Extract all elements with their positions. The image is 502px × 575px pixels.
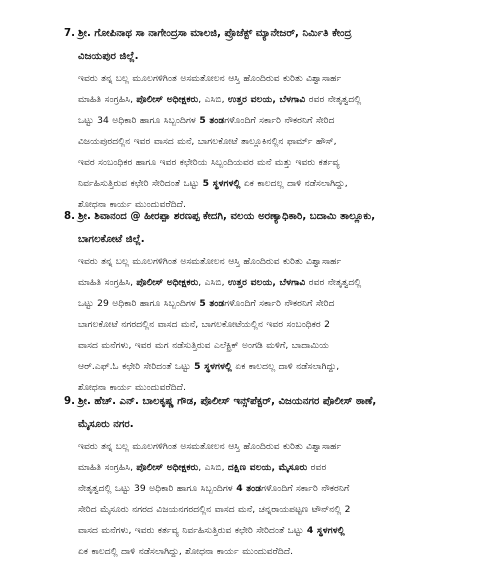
body-line: ನಿರ್ವಹಿಸುತ್ತಿರುವ ಕಛೇರಿ ಸೇರಿದಂತೆ ಒಟ್ಟು 5 ಸ್ಥಳಗಳಲ್ಲಿ ಏಕ ಕಾಲದಲ್ಲ ದಾಳಿ ನಡೆಸಲಾಗಿದ್ದು, [78,178,348,189]
body-line: ಇವರು ತನ್ನ ಬಲ್ಲ ಮೂಲಗಳಿಗಿಂತ ಅಸಮತೋಲನ ಆಸ್ತಿ ಹೊಂದಿರುವ ಕುರಿತು ವಿಶ್ವಾಸಾರ್ಹ [78,256,342,267]
body-line: ಇವರ ಸಂಬಂಧಿಕರ ಹಾಗೂ ಇವರ ಕಛೇರಿಯ ಸಿಬ್ಬಂದಿಯವರ ಮನೆ ಮತ್ತು ಇವರು ಕರ್ತವ್ಯ [78,157,340,168]
body-line: ವಾಸದ ಮನೆಗಳು, ಇವರು ಕರ್ತವ್ಯ ನಿರ್ವಹಿಸುತ್ತಿರುವ ಕಛೇರಿ ಸೇರಿದಂತೆ ಒಟ್ಟು 4 ಸ್ಥಳಗಳಲ್ಲಿ [78,525,345,536]
entry-7 [64,22,460,215]
body-line: ಆರ್.ಎಫ್.ಓ ಕಛೇರಿ ಸೇರಿದಂತೆ ಒಟ್ಟು 5 ಸ್ಥಳಗಳಲ್ಲಿ ಏಕ ಕಾಲದಲ್ಲ ದಾಳಿ ನಡೆಸಲಾಗಿದ್ದು, [78,361,340,372]
entry-body [78,251,460,398]
entry-heading-line2: ಮೈಸೂರು ನಗರ. [78,419,134,430]
body-line: ವಾಸದ ಮನೆಗಳು, ಇವರ ಮಗ ನಡೆಸುತ್ತಿರುವ ಎಲೆಕ್ಟ್ರಿಕ್ ಅಂಗಡಿ ಮಳಿಗೆ, ಬಾದಾಮಿಯ [78,340,330,351]
entry-9 [64,390,460,562]
body-line: ಶೋಧನಾ ಕಾರ್ಯ ಮುಂದುವರೆದಿದೆ. [78,199,186,210]
body-line: ಇವರು ತನ್ನ ಬಲ್ಲ ಮೂಲಗಳಿಗಿಂತ ಅಸಮತೋಲನ ಆಸ್ತಿ ಹೊಂದಿರುವ ಕುರಿತು ವಿಶ್ವಾಸಾರ್ಹ [78,441,342,452]
body-line: ಒಟ್ಟು 34 ಅಧಿಕಾರಿ ಹಾಗೂ ಸಿಬ್ಬಂದಿಗಳ 5 ತಂಡಗಳೊಂದಿಗೆ ಸರ್ಕಾರಿ ನೌಕರನಿಗೆ ಸೇರಿದ [78,115,335,126]
body-line: ಮಾಹಿತಿ ಸಂಗ್ರಹಿಸಿ, ಪೊಲೀಸ್ ಅಧೀಕ್ಷಕರು, ಎಸಿಬಿ, ಉತ್ತರ ವಲಯ, ಬೆಳಗಾವಿ ರವರ ನೇತೃತ್ವದಲ್ಲಿ [78,94,362,105]
entry-8 [64,205,460,398]
entry-heading-line2: ವಿಜಯಪುರ ಜಿಲ್ಲೆ. [78,51,139,62]
body-line: ಮಾಹಿತಿ ಸಂಗ್ರಹಿಸಿ, ಪೊಲೀಸ್ ಅಧೀಕ್ಷಕರು, ಎಸಿಬಿ, ಉತ್ತರ ವಲಯ, ಬೆಳಗಾವಿ ರವರ ನೇತೃತ್ವದಲ್ಲಿ [78,277,362,288]
entry-heading: 7. ಶ್ರೀ. ಗೋಪಿನಾಥ ಸಾ ನಾಗೇಂದ್ರಸಾ ಮಾಲಜಿ, ಪ್ರೊಜೆಕ್ಟ್ ಮ್ಯಾನೇಜರ್, ನಿರ್ಮಿತಿ ಕೇಂದ್ರ ವಿಜಯಪುರ ಜಿಲ್ಲೆ. [64,28,352,62]
body-line: ಇವರು ತನ್ನ ಬಲ್ಲ ಮೂಲಗಳಿಗಿಂತ ಅಸಮತೋಲನ ಆಸ್ತಿ ಹೊಂದಿರುವ ಕುರಿತು ವಿಶ್ವಾಸಾರ್ಹ [78,73,342,84]
entry-heading-line2: ಬಾಗಲಕೋಟೆ ಜಿಲ್ಲೆ. [78,234,145,245]
entry-heading-line1: ಶ್ರೀ. ಶಿವಾನಂದ @ ಹೀರಪ್ಪಾ ಶರಣಪ್ಪ ಕೇದಗಿ, ವಲಯ ಅರಣ್ಯಾಧಿಕಾರಿ, ಬದಾಮಿ ತಾಲ್ಲೂಕು, [78,211,376,222]
body-line: ಮಾಹಿತಿ ಸಂಗ್ರಹಿಸಿ, ಪೊಲೀಸ್ ಅಧೀಕ್ಷಕರು, ಎಸಿಬಿ, ದಕ್ಷಿಣ ವಲಯ, ಮೈಸೂರು ರವರ [78,462,327,473]
body-line: ಏಕ ಕಾಲದಲ್ಲಿ ದಾಳಿ ನಡೆಸಲಾಗಿದ್ದು, ಶೋಧನಾ ಕಾರ್ಯ ಮುಂದುವರೆದಿದೆ. [78,546,294,557]
entry-body [78,68,460,215]
entry-heading: 8. ಶ್ರೀ. ಶಿವಾನಂದ @ ಹೀರಪ್ಪಾ ಶರಣಪ್ಪ ಕೇದಗಿ, ವಲಯ ಅರಣ್ಯಾಧಿಕಾರಿ, ಬದಾಮಿ ತಾಲ್ಲೂಕು, ಬಾಗಲಕೋಟೆ ಜಿಲ್ಲೆ. [64,211,376,245]
entry-heading-line1: ಶ್ರೀ. ಹೆಚ್. ಎನ್. ಬಾಲಕೃಷ್ಣ ಗೌಡ, ಪೊಲೀಸ್ ಇನ್ಸ್‌ಪೆಕ್ಟರ್, ವಿಜಯನಗರ ಪೊಲೀಸ್ ಠಾಣೆ, [78,396,377,407]
body-line: ಶೋಧನಾ ಕಾರ್ಯ ಮುಂದುವರೆದಿದೆ. [78,382,186,393]
body-line: ಸೇರಿದ ಮೈಸೂರು ನಗರದ ವಿಜಯನಗರದಲ್ಲಿನ ವಾಸದ ಮನೆ, ಚನ್ನರಾಯಪಟ್ಟಣ ಟೌನ್‌ನಲ್ಲಿ 2 [78,504,351,515]
body-line: ಬಾಗಲಕೋಟೆ ನಗರದಲ್ಲಿನ ವಾಸದ ಮನೆ, ಬಾಗಲಕೋಟೆಯಲ್ಲಿನ ಇವರ ಸಂಬಂಧಿಕರ 2 [78,319,330,330]
entry-body [78,436,460,562]
body-line: ನೇತೃತ್ವದಲ್ಲಿ ಒಟ್ಟು 39 ಅಧಿಕಾರಿ ಹಾಗೂ ಸಿಬ್ಬಂದಿಗಳ 4 ತಂಡಗಳೊಂದಿಗೆ ಸರ್ಕಾರಿ ನೌಕರನಿಗೆ [78,483,350,494]
body-line: ವಿಜಯಪುರದಲ್ಲಿನ ಇವರ ವಾಸದ ಮನೆ, ಬಾಗಲಕೋಟೆ ತಾಲ್ಲೂಕಿನಲ್ಲಿನ ಫಾರ್ಮ್ ಹೌಸ್, [78,136,337,147]
entry-heading-line1: ಶ್ರೀ. ಗೋಪಿನಾಥ ಸಾ ನಾಗೇಂದ್ರಸಾ ಮಾಲಜಿ, ಪ್ರೊಜೆಕ್ಟ್ ಮ್ಯಾನೇಜರ್, ನಿರ್ಮಿತಿ ಕೇಂದ್ರ [78,28,352,39]
body-line: ಒಟ್ಟು 29 ಅಧಿಕಾರಿ ಹಾಗೂ ಸಿಬ್ಬಂದಿಗಳ 5 ತಂಡಗಳೊಂದಿಗೆ ಸರ್ಕಾರಿ ನೌಕರನಿಗೆ ಸೇರಿದ [78,298,335,309]
entry-heading: 9. ಶ್ರೀ. ಹೆಚ್. ಎನ್. ಬಾಲಕೃಷ್ಣ ಗೌಡ, ಪೊಲೀಸ್ ಇನ್ಸ್‌ಪೆಕ್ಟರ್, ವಿಜಯನಗರ ಪೊಲೀಸ್ ಠಾಣೆ, ಮೈಸೂರು ನಗರ. [64,396,377,430]
